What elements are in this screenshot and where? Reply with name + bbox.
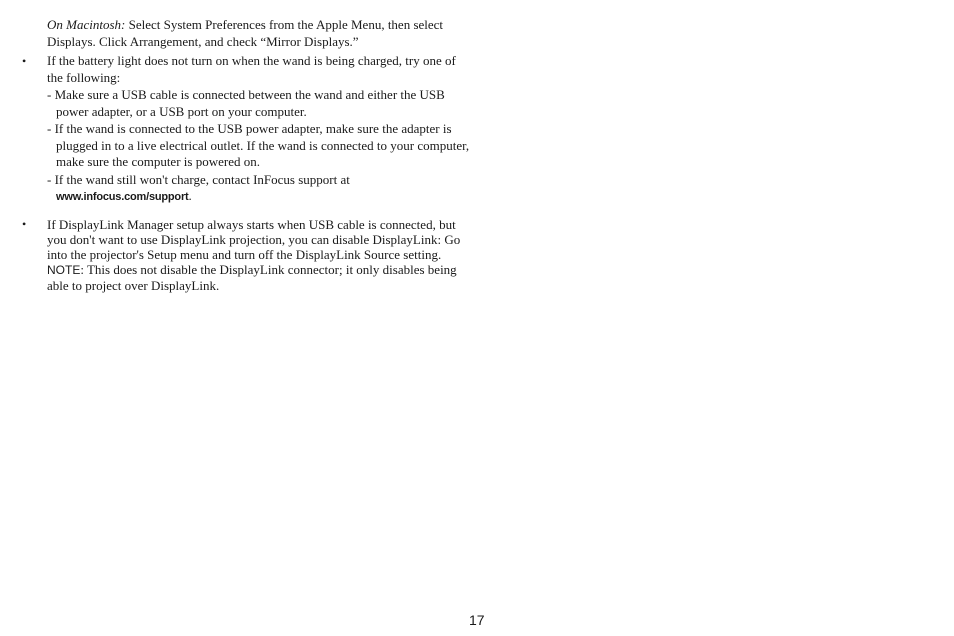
sub-item-contact-support	[47, 172, 472, 206]
displaylink-note-text: : This does not disable the DisplayLink connector; it only disables being able to project over DisplayLink.	[47, 261, 457, 293]
bullet-text: If the battery light does not turn on when the wand is being charged, try one of the following:	[47, 53, 456, 85]
sub-item-contact-text: - If the wand still won't charge, contact InFocus support at	[47, 171, 350, 187]
page-number: 17	[469, 612, 485, 628]
note-label: NOTE	[47, 262, 81, 277]
bullet-item-battery-light	[22, 53, 472, 206]
bullet-icon: •	[22, 54, 27, 68]
support-link[interactable]: www.infocus.com/support	[56, 191, 189, 203]
bullet-item-displaylink	[22, 216, 472, 293]
macintosh-text: Select System Preferences from the Apple Menu, then select Displays. Click Arrangement, and check “Mirror Displays.”	[47, 17, 444, 49]
displaylink-text: If DisplayLink Manager setup always starts when USB cable is connected, but you don't want to use DisplayLink projection, you can disable DisplayLink: Go into the projector's Setup menu and turn off the DisplayLink Source setting.	[47, 216, 461, 262]
sub-item-power-adapter: - If the wand is connected to the USB power adapter, make sure the adapter is plugged in to a live electrical outlet. If the wand is connected to your computer, make sure the computer is powered on.	[47, 121, 470, 169]
support-link-period: .	[188, 188, 192, 203]
macintosh-instructions	[47, 17, 472, 50]
document-body	[22, 17, 472, 293]
macintosh-label: On Macintosh:	[47, 17, 126, 32]
sub-item-usb-cable: - Make sure a USB cable is connected between the wand and either the USB power adapter, or a USB port on your computer.	[47, 87, 445, 119]
bullet-icon: •	[22, 216, 27, 231]
